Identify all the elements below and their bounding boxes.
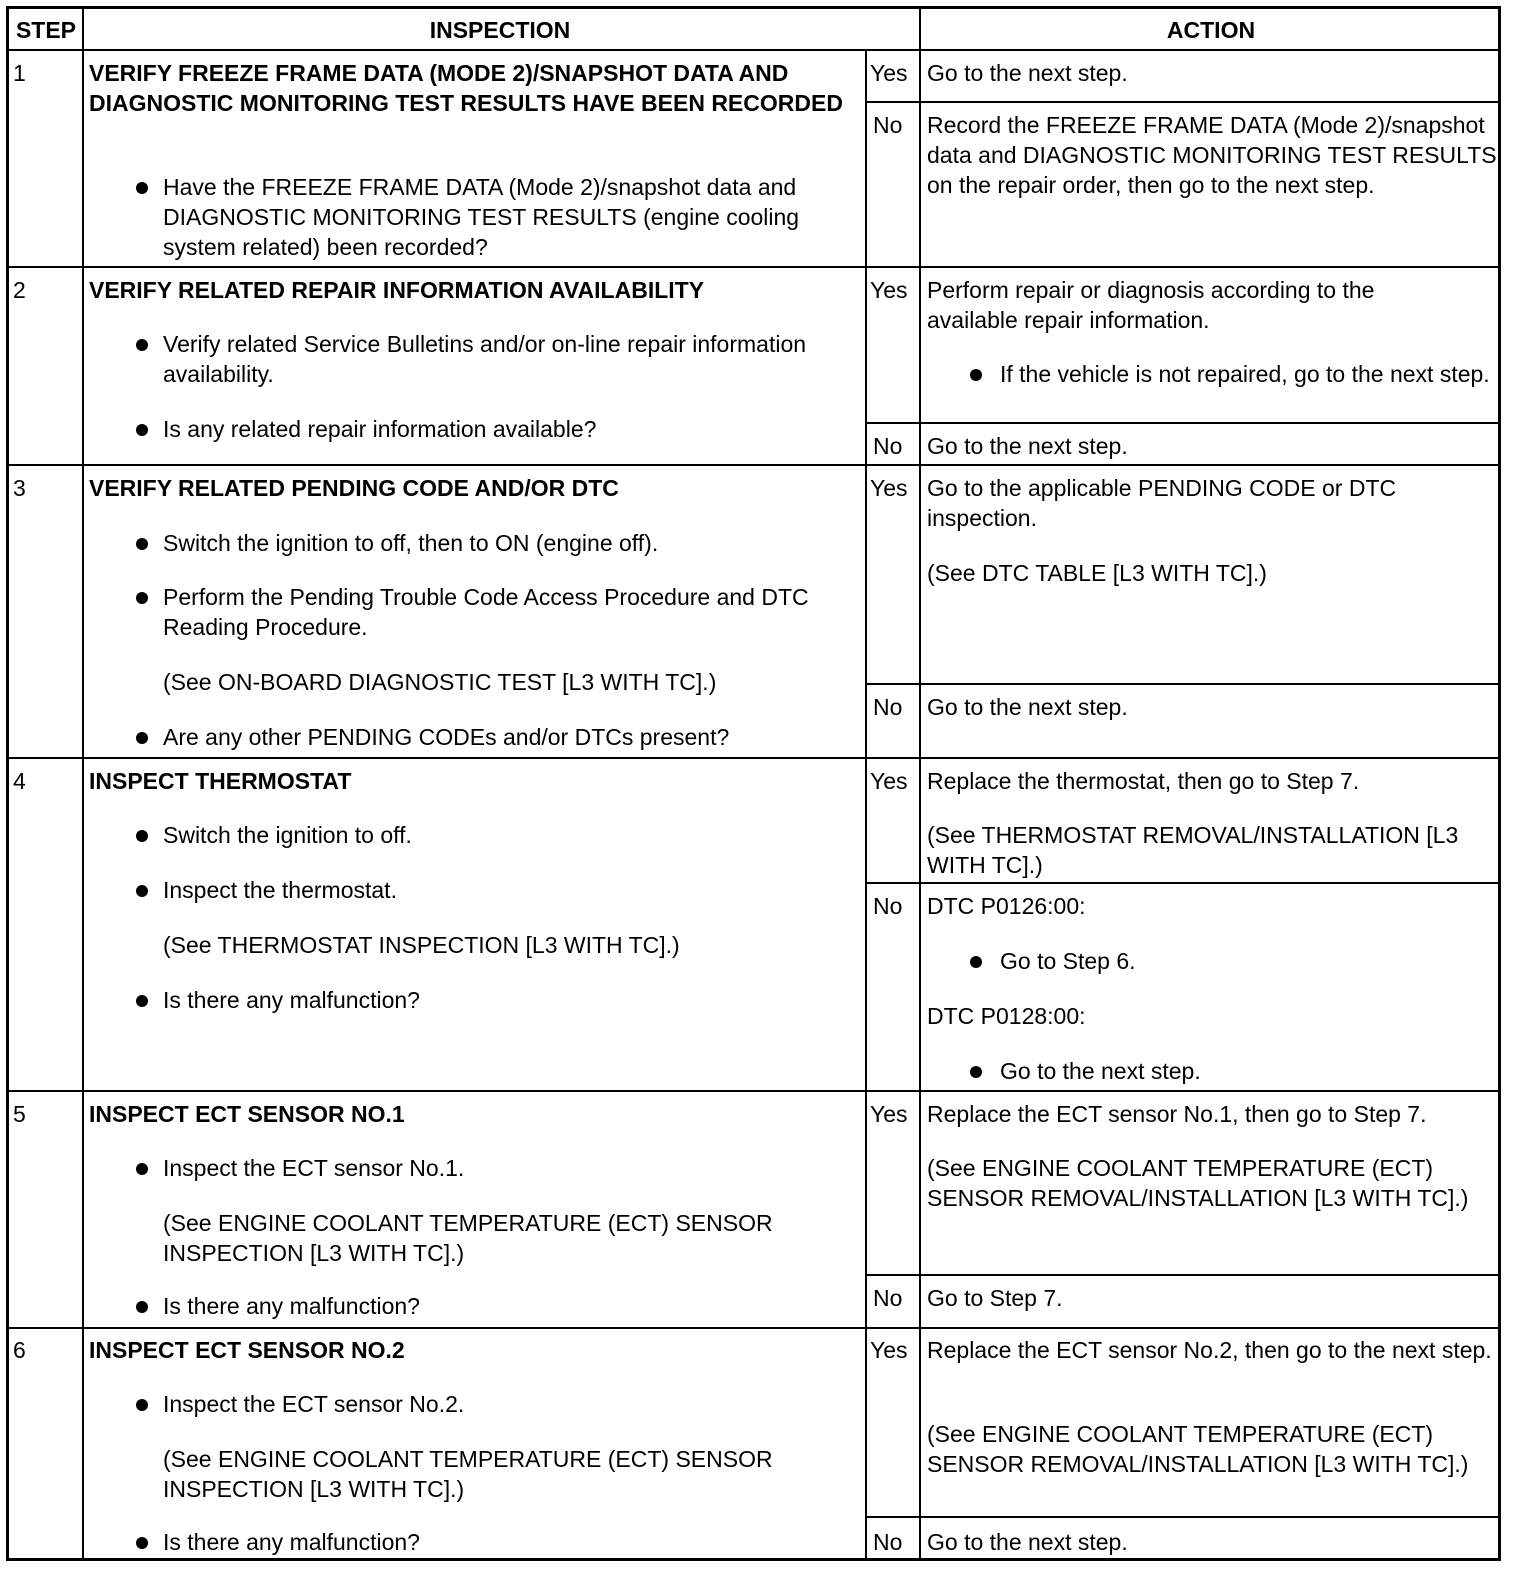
no-label: No xyxy=(873,694,903,720)
step-number: 5 xyxy=(13,1101,26,1127)
action-yes-reference: (See THERMOSTAT REMOVAL/INSTALLATION [L3 WITH TC].) xyxy=(927,822,1459,878)
inspection-title: VERIFY RELATED PENDING CODE AND/OR DTC xyxy=(89,475,619,501)
inspection-reference: (See ENGINE COOLANT TEMPERATURE (ECT) SENSOR INSPECTION [L3 WITH TC].) xyxy=(163,1210,773,1266)
action-yes-reference: (See ENGINE COOLANT TEMPERATURE (ECT) SENSOR REMOVAL/INSTALLATION [L3 WITH TC].) xyxy=(927,1421,1469,1477)
inspection-item: Switch the ignition to off, then to ON (engine off). xyxy=(163,530,659,556)
no-label: No xyxy=(873,1529,903,1555)
header-action: ACTION xyxy=(1166,17,1256,43)
no-label: No xyxy=(873,112,903,138)
inspection-item: Have the FREEZE FRAME DATA (Mode 2)/snapshot data and DIAGNOSTIC MONITORING TEST RESULTS (engine cooling system related) been recorded? xyxy=(163,174,800,260)
bullet-icon xyxy=(136,830,148,842)
inspection-item: Is there any malfunction? xyxy=(163,1529,420,1555)
no-label: No xyxy=(873,1285,903,1311)
bullet-icon xyxy=(136,182,148,194)
action-yes: Replace the thermostat, then go to Step 7. xyxy=(927,768,1360,794)
inspection-item: Are any other PENDING CODEs and/or DTCs present? xyxy=(163,724,730,750)
bullet-icon xyxy=(136,1399,148,1411)
action-no: DTC P0126:00: xyxy=(927,893,1086,919)
yes-label: Yes xyxy=(870,1337,908,1363)
yes-label: Yes xyxy=(870,277,908,303)
yes-no-divider xyxy=(865,683,1501,685)
bullet-icon xyxy=(136,1163,148,1175)
action-yes: Perform repair or diagnosis according to the available repair information. xyxy=(927,277,1375,333)
yes-no-divider xyxy=(865,422,1501,424)
bullet-icon xyxy=(136,732,148,744)
step-number: 1 xyxy=(13,60,26,86)
row-divider xyxy=(9,266,1501,268)
bullet-icon xyxy=(970,369,982,381)
bullet-icon xyxy=(136,424,148,436)
inspection-title: VERIFY RELATED REPAIR INFORMATION AVAILABILITY xyxy=(89,277,705,303)
bullet-icon xyxy=(136,592,148,604)
inspection-item: Switch the ignition to off. xyxy=(163,822,412,848)
row-divider xyxy=(9,1327,1501,1329)
action-yes-sub: If the vehicle is not repaired, go to the next step. xyxy=(1000,361,1490,387)
yes-no-divider xyxy=(865,101,1501,103)
bullet-icon xyxy=(970,1066,982,1078)
inspection-title: INSPECT ECT SENSOR NO.1 xyxy=(89,1101,405,1127)
action-yes: Replace the ECT sensor No.1, then go to Step 7. xyxy=(927,1101,1427,1127)
inspection-reference: (See ENGINE COOLANT TEMPERATURE (ECT) SENSOR INSPECTION [L3 WITH TC].) xyxy=(163,1446,773,1502)
step-number: 6 xyxy=(13,1337,26,1363)
action-no: DTC P0128:00: xyxy=(927,1003,1086,1029)
yes-no-divider xyxy=(865,882,1501,884)
yes-label: Yes xyxy=(870,60,908,86)
action-yes: Go to the applicable PENDING CODE or DTC inspection. xyxy=(927,475,1397,531)
bullet-icon xyxy=(136,1537,148,1549)
header-step: STEP xyxy=(15,17,77,43)
row-divider xyxy=(9,757,1501,759)
action-no-sub: Go to the next step. xyxy=(1000,1058,1201,1084)
inspection-item: Is any related repair information available? xyxy=(163,416,597,442)
yes-label: Yes xyxy=(870,1101,908,1127)
action-no: Go to the next step. xyxy=(927,1529,1128,1555)
inspection-reference: (See ON-BOARD DIAGNOSTIC TEST [L3 WITH TC].) xyxy=(163,669,717,695)
inspection-item: Is there any malfunction? xyxy=(163,1293,420,1319)
bullet-icon xyxy=(970,956,982,968)
action-yes-reference: (See DTC TABLE [L3 WITH TC].) xyxy=(927,560,1267,586)
inspection-item: Is there any malfunction? xyxy=(163,987,420,1013)
inspection-item: Inspect the thermostat. xyxy=(163,877,397,903)
inspection-item: Inspect the ECT sensor No.2. xyxy=(163,1391,465,1417)
action-no-sub: Go to Step 6. xyxy=(1000,948,1136,974)
no-label: No xyxy=(873,893,903,919)
action-yes: Replace the ECT sensor No.2, then go to the next step. xyxy=(927,1337,1492,1363)
inspection-reference: (See THERMOSTAT INSPECTION [L3 WITH TC].) xyxy=(163,932,680,958)
inspection-item: Perform the Pending Trouble Code Access Procedure and DTC Reading Procedure. xyxy=(163,584,809,640)
row-divider xyxy=(9,464,1501,466)
step-number: 3 xyxy=(13,475,26,501)
action-yes-reference: (See ENGINE COOLANT TEMPERATURE (ECT) SENSOR REMOVAL/INSTALLATION [L3 WITH TC].) xyxy=(927,1155,1469,1211)
no-label: No xyxy=(873,433,903,459)
step-number: 4 xyxy=(13,768,26,794)
inspection-title: VERIFY FREEZE FRAME DATA (MODE 2)/SNAPSHOT DATA AND DIAGNOSTIC MONITORING TEST RESULTS HAVE BEEN RECORDED xyxy=(89,60,843,116)
bullet-icon xyxy=(136,995,148,1007)
action-yes: Go to the next step. xyxy=(927,60,1128,86)
yes-no-divider xyxy=(865,1274,1501,1276)
column-divider xyxy=(865,49,867,1561)
inspection-item: Inspect the ECT sensor No.1. xyxy=(163,1155,465,1181)
action-no: Go to the next step. xyxy=(927,694,1128,720)
row-divider xyxy=(9,49,1501,51)
header-inspection: INSPECTION xyxy=(429,17,571,43)
bullet-icon xyxy=(136,339,148,351)
bullet-icon xyxy=(136,885,148,897)
bullet-icon xyxy=(136,538,148,550)
yes-no-divider xyxy=(865,1516,1501,1518)
diagnostic-table xyxy=(6,6,1501,1561)
yes-label: Yes xyxy=(870,768,908,794)
inspection-title: INSPECT ECT SENSOR NO.2 xyxy=(89,1337,405,1363)
action-no: Go to the next step. xyxy=(927,433,1128,459)
inspection-title: INSPECT THERMOSTAT xyxy=(89,768,352,794)
action-no: Record the FREEZE FRAME DATA (Mode 2)/snapshot data and DIAGNOSTIC MONITORING TEST RESULTS on the repair order, then go to the next step. xyxy=(927,112,1497,198)
inspection-item: Verify related Service Bulletins and/or on-line repair information availability. xyxy=(163,331,807,387)
yes-label: Yes xyxy=(870,475,908,501)
row-divider xyxy=(9,1090,1501,1092)
bullet-icon xyxy=(136,1301,148,1313)
step-number: 2 xyxy=(13,277,26,303)
action-no: Go to Step 7. xyxy=(927,1285,1063,1311)
